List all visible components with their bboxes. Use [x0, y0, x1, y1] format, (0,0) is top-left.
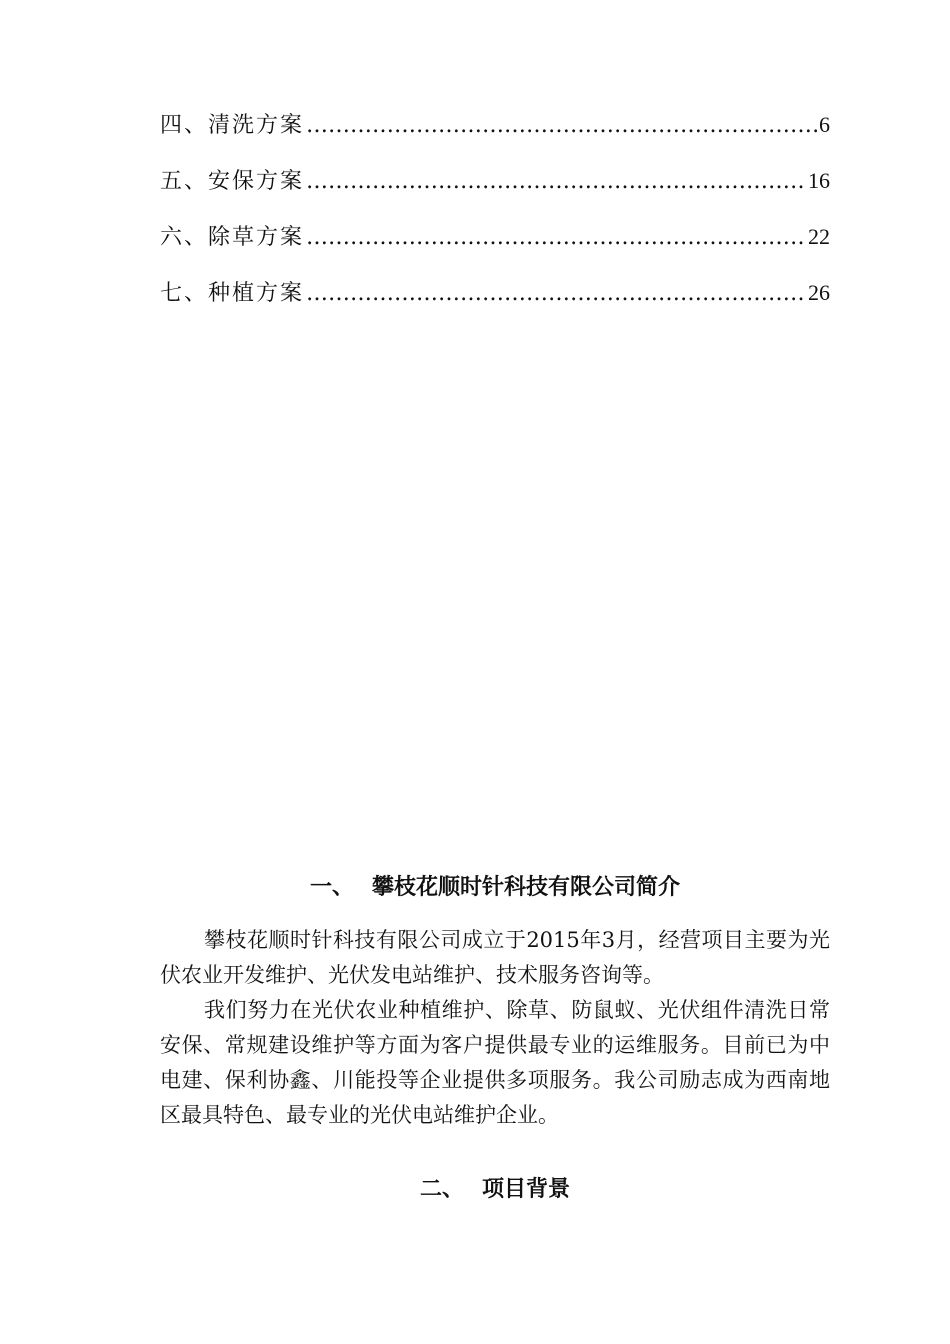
section-body: [160, 923, 830, 1133]
section-number: 一、: [309, 875, 354, 900]
table-of-contents: [160, 108, 830, 332]
toc-entry-cleaning[interactable]: [160, 108, 830, 164]
toc-entry-security[interactable]: [160, 164, 830, 220]
toc-entry-label: 四、清洗方案: [160, 113, 305, 138]
toc-leader-dots: [306, 281, 806, 306]
section-heading: [160, 1172, 830, 1203]
toc-leader-dots: [306, 169, 806, 194]
toc-leader-dots: [306, 225, 806, 250]
toc-entry-page: 6: [819, 112, 830, 137]
section-title: 项目背景: [482, 1177, 571, 1202]
section-project-background: [160, 1172, 830, 1203]
paragraph: 我们努力在光伏农业种植维护、除草、防鼠蚁、光伏组件清洗日常安保、常规建设维护等方面为客户提供最专业的运维服务。目前已为中电建、保利协鑫、川能投等企业提供多项服务。我公司励志成为西南地区最具特色、最专业的光伏电站维护企业。: [160, 998, 830, 1127]
toc-entry-planting[interactable]: [160, 276, 830, 332]
toc-entry-page: 16: [808, 168, 830, 193]
toc-entry-label: 五、安保方案: [160, 169, 305, 194]
section-title: 攀枝花顺时针科技有限公司简介: [372, 875, 681, 900]
section-number: 二、: [419, 1177, 464, 1202]
toc-entry-page: 22: [808, 224, 830, 249]
toc-leader-dots: [306, 113, 817, 138]
paragraph: 攀枝花顺时针科技有限公司成立于2015年3月，经营项目主要为光伏农业开发维护、光伏发电站维护、技术服务咨询等。: [160, 928, 830, 987]
section-heading: [160, 870, 830, 901]
section-company-profile: [160, 870, 830, 1133]
toc-entry-weeding[interactable]: [160, 220, 830, 276]
toc-entry-page: 26: [808, 280, 830, 305]
toc-entry-label: 六、除草方案: [160, 225, 305, 250]
toc-entry-label: 七、种植方案: [160, 281, 305, 306]
